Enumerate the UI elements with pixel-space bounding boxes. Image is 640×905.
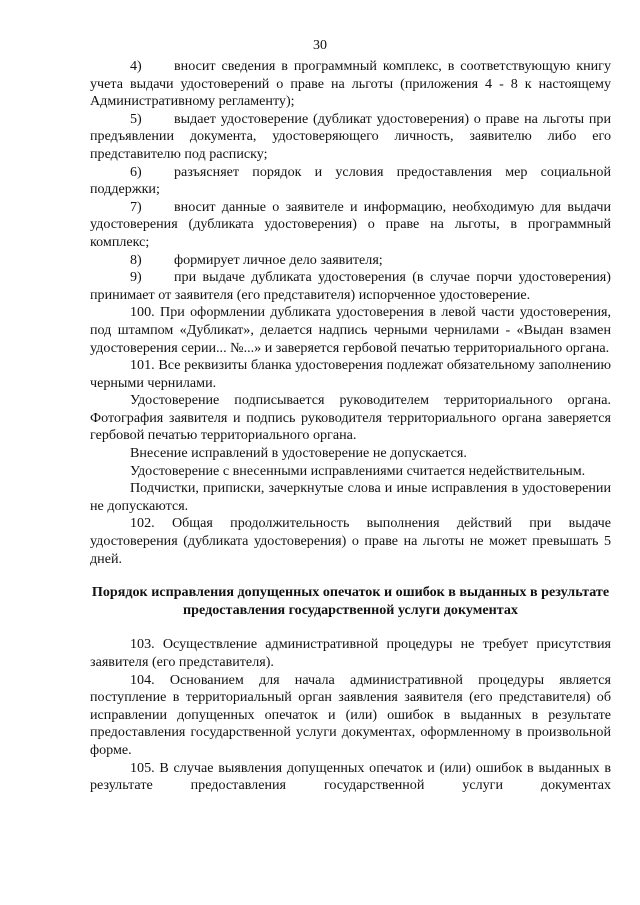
paragraph-101: 101. Все реквизиты бланка удостоверения подлежат обязательному заполнению черными чернилами. bbox=[90, 357, 611, 391]
page-number: 30 bbox=[313, 38, 327, 53]
item-text: формирует личное дело заявителя; bbox=[174, 251, 383, 268]
item-number: 4) bbox=[130, 58, 142, 74]
item-text: вносит данные о заявителе и информацию, необходимую для выдачи удостоверения (дубликата удостоверения) о праве на льготы, в программный комплекс; bbox=[90, 198, 611, 250]
paragraph-signature: Удостоверение подписывается руководителем территориального органа. Фотография заявителя и подпись руководителя территориального органа заверяется гербовой печатью территориального органа. bbox=[90, 392, 611, 444]
paragraph-no-corrections: Внесение исправлений в удостоверение не допускается. bbox=[130, 445, 467, 462]
paragraph-100: 100. При оформлении дубликата удостоверения в левой части удостоверения, под штампом «Дубликат», делается надпись черными чернилами - «Выдан взамен удостоверения серии... №...» и заверяется гербовой печатью территориального органа. bbox=[90, 304, 611, 356]
document-body bbox=[90, 58, 611, 795]
item-number: 9) bbox=[130, 269, 142, 286]
list-item-8 bbox=[90, 252, 611, 270]
paragraph-103: 103. Осуществление административной процедуры не требует присутствия заявителя (его представителя). bbox=[90, 636, 611, 670]
item-number: 5) bbox=[130, 110, 142, 127]
item-text: выдает удостоверение (дубликат удостоверения) о праве на льготы при предъявлении документа, удостоверяющего личность, заявителю либо его представителю под расписку; bbox=[90, 110, 611, 162]
paragraph-105: 105. В случае выявления допущенных опечаток и (или) ошибок в выданных в результате предоставления государственной услуги документах bbox=[90, 759, 611, 794]
list-item-7 bbox=[90, 199, 611, 252]
item-number: 6) bbox=[130, 163, 142, 180]
item-number: 8) bbox=[130, 251, 142, 268]
section-heading: Порядок исправления допущенных опечаток и ошибок в выданных в результате предоставления государственной услуги документах bbox=[91, 584, 610, 618]
list-item-9 bbox=[90, 269, 611, 304]
list-item-6 bbox=[90, 164, 611, 199]
paragraph-erasures: Подчистки, приписки, зачеркнутые слова и иные исправления в удостоверении не допускаются. bbox=[90, 480, 611, 514]
item-text: вносит сведения в программный комплекс, в соответствующую книгу учета выдачи удостоверений о праве на льготы (приложения 4 - 8 к настоящему Административному регламенту); bbox=[90, 58, 611, 110]
paragraph-104: 104. Основанием для начала административной процедуры является поступление в территориальный орган заявления заявителя (его представителя) об исправлении допущенных опечаток и (или) ошибок в выданных в результате предоставления государственной услуги документах, оформленному в произвольной форме. bbox=[90, 671, 611, 758]
item-text: при выдаче дубликата удостоверения (в случае порчи удостоверения) принимает от заявителя (его представителя) испорченное удостоверение. bbox=[90, 269, 611, 303]
paragraph-invalid: Удостоверение с внесенными исправлениями считается недействительным. bbox=[130, 462, 586, 479]
item-number: 7) bbox=[130, 198, 142, 215]
list-item-4 bbox=[90, 58, 611, 111]
paragraph-102: 102. Общая продолжительность выполнения действий при выдаче удостоверения (дубликата удостоверения) о праве на льготы не может превышать 5 дней. bbox=[90, 515, 611, 567]
item-text: разъясняет порядок и условия предоставления мер социальной поддержки; bbox=[90, 163, 611, 198]
list-item-5 bbox=[90, 111, 611, 164]
